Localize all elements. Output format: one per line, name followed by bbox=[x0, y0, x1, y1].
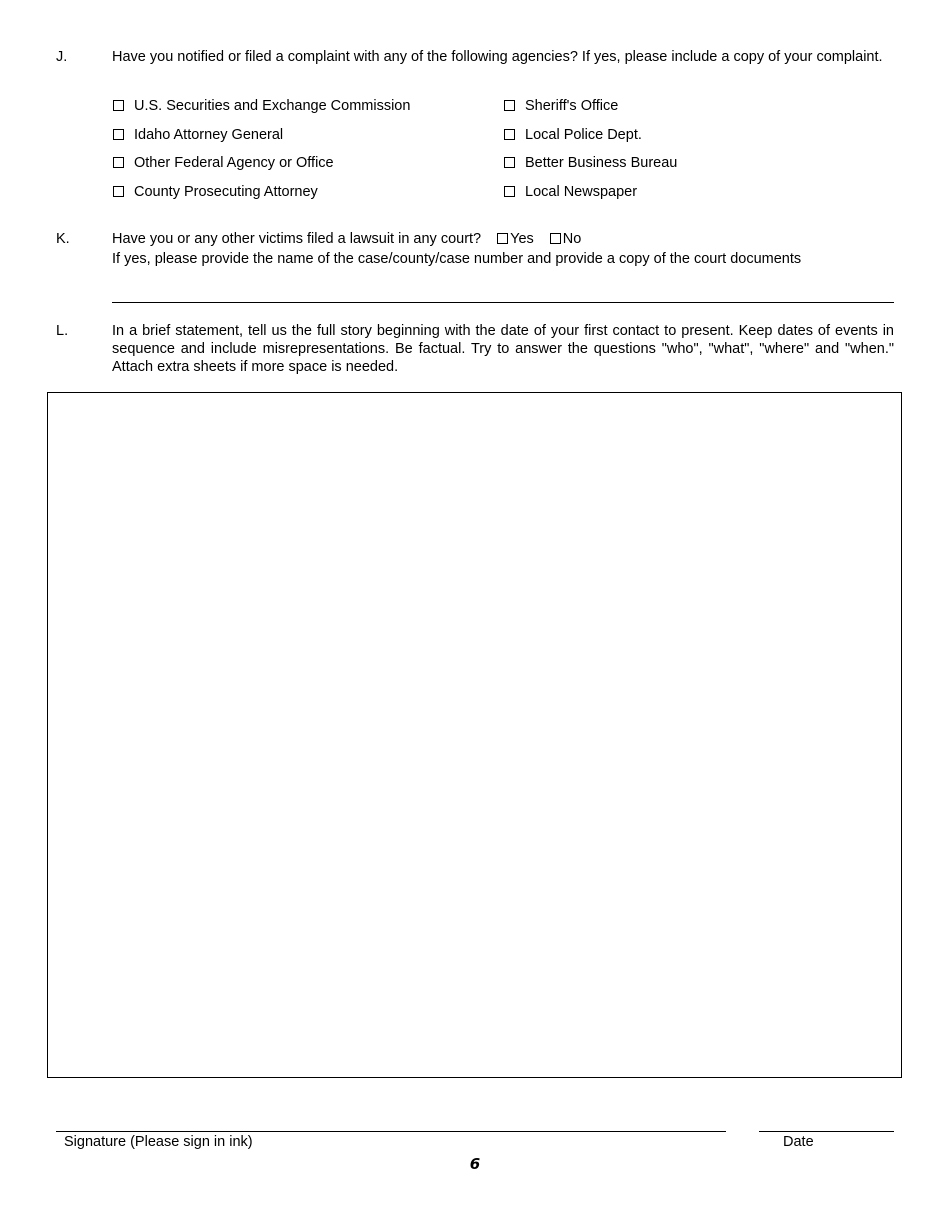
lawsuit-no-option[interactable] bbox=[550, 230, 582, 248]
checkbox-icon[interactable] bbox=[113, 157, 124, 168]
no-label: No bbox=[562, 231, 582, 247]
agency-checkbox-police[interactable] bbox=[504, 126, 642, 144]
checkbox-icon[interactable] bbox=[504, 186, 515, 197]
checkbox-icon[interactable] bbox=[497, 233, 508, 244]
agency-checkbox-county-prosecutor[interactable] bbox=[113, 183, 318, 201]
agency-checkbox-newspaper[interactable] bbox=[504, 183, 637, 201]
section-k-question-row bbox=[112, 230, 581, 248]
agency-checkbox-bbb[interactable] bbox=[504, 154, 677, 172]
agency-label: Local Police Dept. bbox=[525, 127, 642, 143]
section-k-label: K. bbox=[56, 231, 70, 247]
agency-checkbox-sheriff[interactable] bbox=[504, 97, 618, 115]
checkbox-icon[interactable] bbox=[504, 100, 515, 111]
checkbox-icon[interactable] bbox=[550, 233, 561, 244]
checkbox-icon[interactable] bbox=[504, 157, 515, 168]
agency-label: Other Federal Agency or Office bbox=[134, 155, 334, 171]
agency-label: Better Business Bureau bbox=[525, 155, 678, 171]
agency-label: U.S. Securities and Exchange Commission bbox=[134, 98, 411, 114]
section-k-question: Have you or any other victims filed a lawsuit in any court? bbox=[112, 231, 482, 247]
page-number: 6 bbox=[469, 1155, 481, 1173]
agency-label: County Prosecuting Attorney bbox=[134, 184, 318, 200]
agency-checkbox-sec[interactable] bbox=[113, 97, 410, 115]
checkbox-icon[interactable] bbox=[504, 129, 515, 140]
section-j-question: Have you notified or filed a complaint with any of the following agencies? If yes, please include a copy of your complaint. bbox=[112, 49, 883, 65]
checkbox-icon[interactable] bbox=[113, 100, 124, 111]
signature-line[interactable] bbox=[56, 1131, 726, 1132]
lawsuit-yes-option[interactable] bbox=[497, 230, 534, 248]
case-info-line[interactable] bbox=[112, 302, 894, 303]
section-j-label: J. bbox=[56, 49, 68, 65]
signature-label: Signature (Please sign in ink) bbox=[64, 1134, 253, 1150]
date-label: Date bbox=[783, 1134, 814, 1150]
section-l-label: L. bbox=[56, 323, 69, 339]
agency-label: Idaho Attorney General bbox=[134, 127, 284, 143]
date-line[interactable] bbox=[759, 1131, 894, 1132]
agency-label: Local Newspaper bbox=[525, 184, 638, 200]
checkbox-icon[interactable] bbox=[113, 186, 124, 197]
agency-checkbox-attorney-general[interactable] bbox=[113, 126, 283, 144]
checkbox-icon[interactable] bbox=[113, 129, 124, 140]
section-l-question: In a brief statement, tell us the full story beginning with the date of your first contact to present. Keep dates of events in sequence and include misrepresentations. Be factual. Try to answer the questions "who", "what", "where" and "when." Attach extra sheets if more space is needed. bbox=[112, 323, 894, 375]
agency-label: Sheriff's Office bbox=[525, 98, 619, 114]
agency-checkbox-federal-agency[interactable] bbox=[113, 154, 334, 172]
statement-textarea[interactable] bbox=[47, 392, 902, 1078]
section-k-instruction: If yes, please provide the name of the case/county/case number and provide a copy of the court documents bbox=[112, 251, 802, 267]
yes-label: Yes bbox=[510, 231, 534, 247]
